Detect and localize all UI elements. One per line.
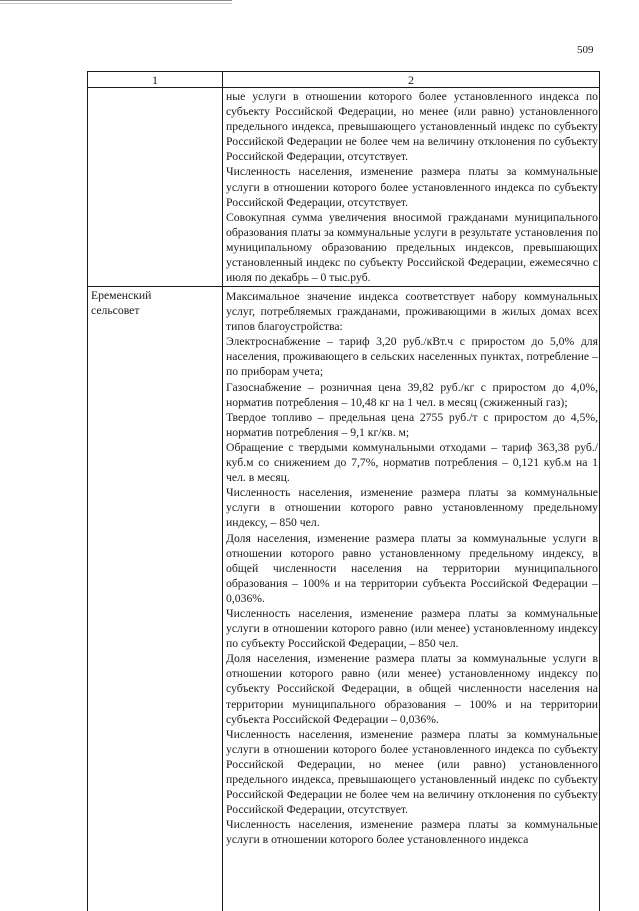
paragraph: Твердое топливо – предельная цена 2755 руб./т с приростом до 4,5%, норматив потребления – 9,1 кг/кв. м; bbox=[226, 410, 598, 439]
column-header-1: 1 bbox=[152, 73, 158, 87]
paragraph: Максимальное значение индекса соответствует набору коммунальных услуг, потребляемых гражданами, проживающими в жилых домах всех типов благоустройства: bbox=[226, 290, 598, 334]
table-row-divider bbox=[87, 286, 600, 287]
paragraph: ные услуги в отношении которого более установленного индекса по субъекту Российской Федерации, но менее (или равно) установленного предельного индекса, превышающего установленный индекс по субъекту Российской Федерации не более чем на величину отклонения по субъекту Российской Федерации, отсутствует. bbox=[226, 90, 598, 164]
row-eremin-content bbox=[226, 289, 598, 847]
paragraph: Численность населения, изменение размера платы за коммунальные услуги в отношении которого равно установленному предельному индексу, – 850 чел. bbox=[226, 486, 598, 530]
municipality-name bbox=[91, 288, 221, 318]
paragraph: Совокупная сумма увеличения вносимой гражданами муниципального образования платы за коммунальные услуги в результате установления по муниципальному образованию предельных индексов, превышающих установленный индекс по субъекту Российской Федерации, ежемесячно с июля по декабрь – 0 тыс.руб. bbox=[226, 210, 598, 285]
paragraph: Обращение с твердыми коммунальными отходами – тариф 363,38 руб./куб.м со снижением до 7,7%, норматив потребления – 0,121 куб.м на 1 чел. в месяц. bbox=[226, 440, 598, 485]
scan-top-rule bbox=[0, 0, 232, 1]
column-header-2: 2 bbox=[408, 73, 414, 87]
paragraph: Доля населения, изменение размера платы за коммунальные услуги в отношении которого равно (или менее) установленному индексу по субъекту Российской Федерации, в общей численности населения на территории муниципального образования – 100% и на территории субъекта Российской Федерации – 0,036%. bbox=[226, 652, 598, 726]
paragraph: Доля населения, изменение размера платы за коммунальные услуги в отношении которого равно установленному предельному индексу, в общей численности населения на территории муниципального образования – 100% и на территории субъекта Российской Федерации – 0,036%. bbox=[226, 531, 598, 605]
table-border-left bbox=[87, 71, 88, 911]
municipality-name-line: Еременский bbox=[91, 289, 152, 302]
paragraph: Электроснабжение – тариф 3,20 руб./кВт.ч с приростом до 5,0% для населения, проживающего в сельских населенных пунктах, потребление – по приборам учета; bbox=[226, 335, 598, 379]
row-continuation-content bbox=[226, 89, 598, 285]
scan-top-rule-faint bbox=[0, 3, 232, 4]
paragraph: Численность населения, изменение размера платы за коммунальные услуги в отношении которого более установленного индекса по субъекту Российской Федерации, отсутствует. bbox=[226, 165, 598, 209]
paragraph: Численность населения, изменение размера платы за коммунальные услуги в отношении которого более установленного индекса по субъекту Российской Федерации, но менее (или равно) установленного предельного индекса, превышающего установленный индекс по субъекту Российской Федерации не более чем на величину отклонения по субъекту Российской Федерации, отсутствует. bbox=[226, 727, 598, 817]
table-column-divider bbox=[222, 71, 223, 911]
page-number: 509 bbox=[577, 44, 594, 56]
municipality-name-line: сельсовет bbox=[91, 304, 140, 318]
paragraph: Численность населения, изменение размера платы за коммунальные услуги в отношении которого равно (или менее) установленному индексу по субъекту Российской Федерации, – 850 чел. bbox=[226, 606, 598, 651]
table-border-top bbox=[87, 71, 600, 72]
paragraph: Газоснабжение – розничная цена 39,82 руб./кг с приростом до 4,0%, норматив потребления – 10,48 кг на 1 чел. в месяц (сжиженный газ); bbox=[226, 380, 598, 409]
table-border-right bbox=[599, 71, 600, 911]
paragraph: Численность населения, изменение размера платы за коммунальные услуги в отношении которого более установленного индекса bbox=[226, 818, 598, 847]
